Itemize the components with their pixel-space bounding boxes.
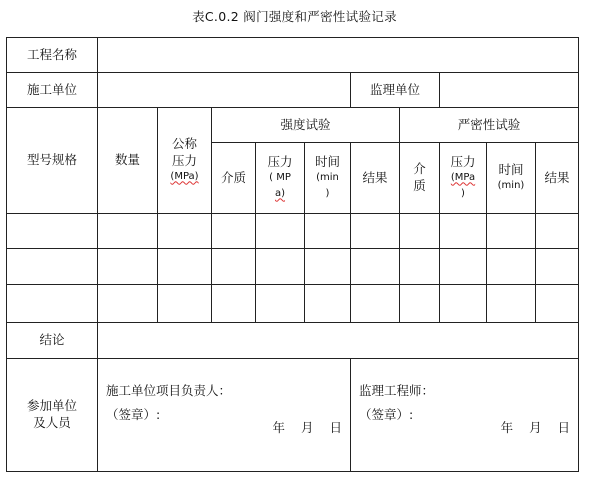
empty-cell[interactable] bbox=[487, 285, 536, 323]
supervision-unit-field[interactable] bbox=[440, 73, 579, 108]
construction-signature-cell[interactable] bbox=[98, 359, 351, 472]
quantity-header: 数量 bbox=[98, 108, 158, 214]
table-row bbox=[7, 285, 579, 323]
construction-unit-label: 施工单位 bbox=[7, 73, 98, 108]
empty-cell[interactable] bbox=[98, 285, 158, 323]
table-row bbox=[7, 214, 579, 249]
empty-cell[interactable] bbox=[440, 249, 487, 285]
unit-row bbox=[7, 73, 579, 108]
nominal-pressure-line1: 公称 bbox=[171, 135, 197, 151]
empty-cell[interactable] bbox=[400, 214, 440, 249]
project-name-field[interactable] bbox=[98, 38, 579, 73]
empty-cell[interactable] bbox=[7, 249, 98, 285]
header-row-1 bbox=[7, 108, 579, 143]
tightness-time-line1: 时间 bbox=[498, 161, 524, 177]
empty-cell[interactable] bbox=[212, 214, 256, 249]
empty-cell[interactable] bbox=[440, 285, 487, 323]
valve-test-record-table bbox=[6, 37, 579, 472]
construction-seal-label: （签章）: bbox=[106, 407, 161, 422]
tightness-time-line2: (min) bbox=[497, 180, 525, 192]
empty-cell[interactable] bbox=[487, 249, 536, 285]
empty-cell[interactable] bbox=[400, 249, 440, 285]
project-name-label: 工程名称 bbox=[7, 38, 98, 73]
model-spec-header: 型号规格 bbox=[7, 108, 98, 214]
strength-pressure-line1: 压力 bbox=[267, 153, 293, 169]
empty-cell[interactable] bbox=[212, 249, 256, 285]
tightness-result-header: 结果 bbox=[536, 143, 579, 214]
strength-pressure-line3: a) bbox=[274, 188, 286, 200]
tightness-test-header: 严密性试验 bbox=[400, 108, 579, 143]
supervision-unit-label: 监理单位 bbox=[351, 73, 440, 108]
strength-time-line1: 时间 bbox=[314, 153, 340, 169]
empty-cell[interactable] bbox=[158, 285, 212, 323]
supervisor-label: 监理工程师： bbox=[359, 383, 435, 398]
nominal-pressure-line2: 压力 bbox=[171, 152, 197, 168]
construction-unit-field[interactable] bbox=[98, 73, 351, 108]
empty-cell[interactable] bbox=[440, 214, 487, 249]
strength-pressure-header bbox=[256, 143, 305, 214]
tightness-pressure-header bbox=[440, 143, 487, 214]
tightness-pressure-line2: (MPa bbox=[450, 172, 476, 184]
strength-time-header bbox=[305, 143, 351, 214]
supervisor-date-label: 年 月 日 bbox=[500, 420, 571, 436]
empty-cell[interactable] bbox=[305, 214, 351, 249]
tightness-medium-header bbox=[400, 143, 440, 214]
empty-cell[interactable] bbox=[351, 285, 400, 323]
construction-date-label: 年 月 日 bbox=[272, 420, 342, 436]
strength-medium-header: 介质 bbox=[212, 143, 256, 214]
conclusion-field[interactable] bbox=[98, 323, 579, 359]
strength-pressure-line2: ( MP bbox=[269, 172, 291, 184]
participants-line2: 及人员 bbox=[33, 415, 71, 430]
participants-line1: 参加单位 bbox=[26, 398, 77, 414]
strength-time-line2: (min bbox=[316, 172, 339, 184]
empty-cell[interactable] bbox=[305, 249, 351, 285]
tightness-medium-line1: 介 bbox=[413, 161, 426, 177]
participants-label bbox=[7, 359, 98, 472]
nominal-pressure-header bbox=[158, 108, 212, 214]
tightness-pressure-line3: ) bbox=[461, 188, 465, 200]
project-name-row bbox=[7, 38, 579, 73]
strength-time-line3: ) bbox=[325, 188, 330, 200]
empty-cell[interactable] bbox=[305, 285, 351, 323]
strength-test-header: 强度试验 bbox=[212, 108, 400, 143]
empty-cell[interactable] bbox=[158, 214, 212, 249]
tightness-pressure-line1: 压力 bbox=[450, 153, 476, 169]
empty-cell[interactable] bbox=[256, 214, 305, 249]
tightness-time-header bbox=[487, 143, 536, 214]
empty-cell[interactable] bbox=[536, 285, 579, 323]
conclusion-row bbox=[7, 323, 579, 359]
empty-cell[interactable] bbox=[98, 214, 158, 249]
empty-cell[interactable] bbox=[351, 249, 400, 285]
empty-cell[interactable] bbox=[7, 285, 98, 323]
empty-cell[interactable] bbox=[351, 214, 400, 249]
tightness-medium-line2: 质 bbox=[413, 178, 426, 193]
empty-cell[interactable] bbox=[98, 249, 158, 285]
participants-row bbox=[7, 359, 579, 472]
nominal-pressure-unit: (MPa) bbox=[170, 171, 199, 183]
table-row bbox=[7, 249, 579, 285]
empty-cell[interactable] bbox=[256, 249, 305, 285]
empty-cell[interactable] bbox=[536, 249, 579, 285]
conclusion-label: 结论 bbox=[7, 323, 98, 359]
strength-result-header: 结果 bbox=[351, 143, 400, 214]
construction-lead-label: 施工单位项目负责人： bbox=[106, 383, 232, 398]
empty-cell[interactable] bbox=[400, 285, 440, 323]
empty-cell[interactable] bbox=[7, 214, 98, 249]
empty-cell[interactable] bbox=[536, 214, 579, 249]
empty-cell[interactable] bbox=[256, 285, 305, 323]
empty-cell[interactable] bbox=[212, 285, 256, 323]
empty-cell[interactable] bbox=[487, 214, 536, 249]
supervisor-seal-label: （签章）: bbox=[359, 407, 414, 422]
empty-cell[interactable] bbox=[158, 249, 212, 285]
document-title: 表C.0.2 阀门强度和严密性试验记录 bbox=[192, 9, 397, 24]
supervisor-signature-cell[interactable] bbox=[351, 359, 579, 472]
